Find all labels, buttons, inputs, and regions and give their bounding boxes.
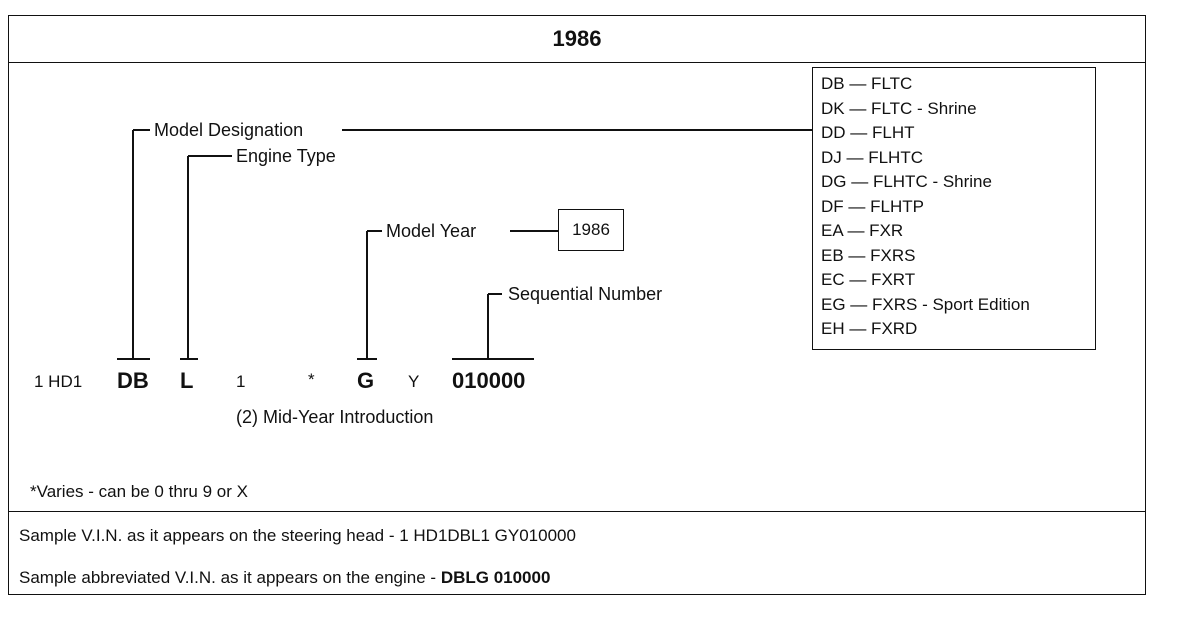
model-code-item: EH — FXRD (821, 319, 918, 338)
model-code-item: DB — FLTC (821, 74, 913, 93)
sequential-number-label: Sequential Number (508, 284, 663, 304)
model-code-list (812, 67, 1096, 350)
model-designation-label: Model Designation (154, 120, 304, 140)
vin-model-code: DB (117, 368, 149, 393)
vin-prefix: 1 HD1 (34, 372, 83, 391)
engine-type-label: Engine Type (236, 146, 336, 166)
model-code-item: EA — FXR (821, 221, 904, 240)
model-code-item: DK — FLTC - Shrine (821, 98, 977, 118)
model-code-item: DJ — FLHTC (821, 147, 923, 167)
model-year-label: Model Year (386, 221, 477, 241)
vin-digit-one: 1 (236, 372, 246, 391)
model-code-item: DF — FLHTP (821, 196, 924, 216)
sample-engine-value: DBLG 010000 (440, 568, 551, 587)
model-code-item: EC — FXRT (821, 270, 916, 289)
model-code-item: DD — FLHT (821, 123, 915, 142)
model-code-item: EB — FXRS (821, 245, 916, 265)
vin-y: Y (408, 372, 420, 391)
mid-year-note: (2) Mid-Year Introduction (236, 407, 434, 427)
page-title: 1986 (552, 26, 602, 51)
vin-sequential-number: 010000 (452, 368, 526, 393)
model-code-item: EG — FXRS - Sport Edition (821, 294, 1030, 314)
model-year-value-box: 1986 (558, 209, 624, 251)
vin-model-year-code: G (357, 368, 375, 393)
sample-engine-label: Sample abbreviated V.I.N. as it appears on the engine - (19, 568, 441, 587)
model-code-item: DG — FLHTC - Shrine (821, 172, 992, 191)
varies-note: *Varies - can be 0 thru 9 or X (30, 482, 248, 501)
sample-vin-steering-head: Sample V.I.N. as it appears on the steering head - 1 HD1DBL1 GY010000 (19, 526, 576, 545)
vin-engine-code: L (180, 368, 194, 393)
vin-check-digit: * (308, 370, 315, 389)
